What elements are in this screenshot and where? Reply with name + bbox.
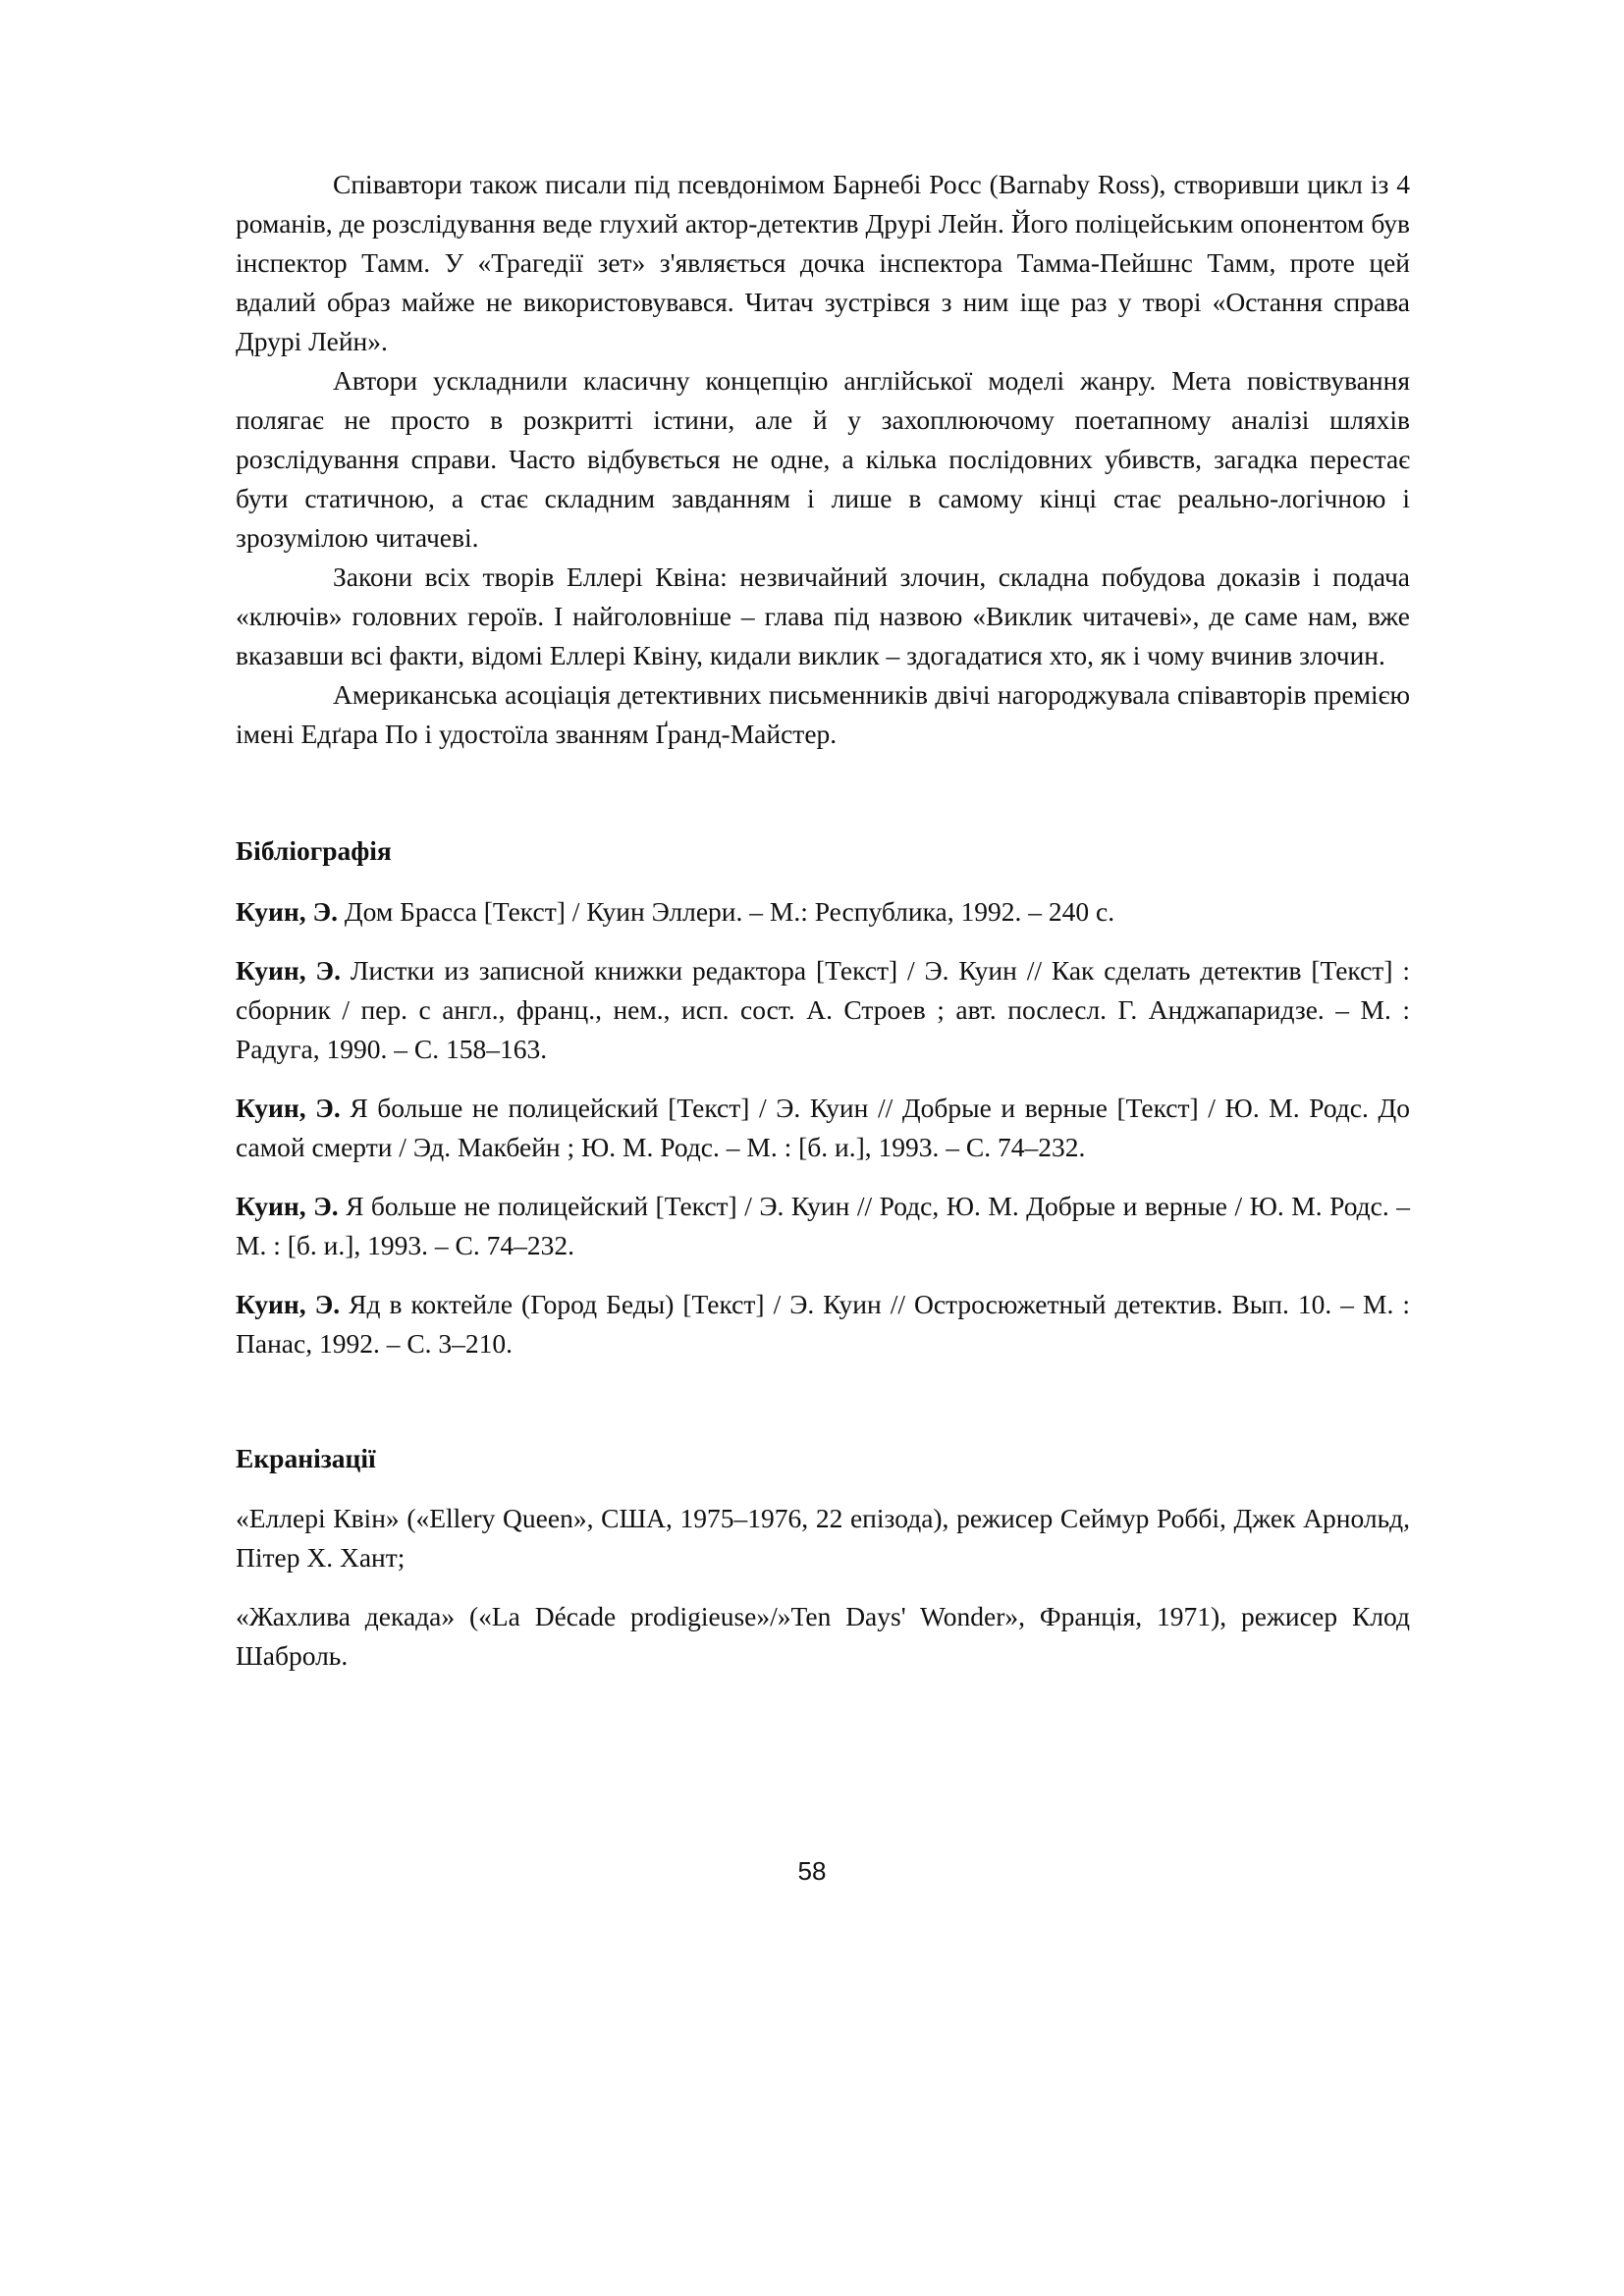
entry-text: Дом Брасса [Текст] / Куин Эллери. – М.: Республика, 1992. – 240 с.	[337, 896, 1115, 927]
adaptation-entry: «Еллері Квін» («Ellery Queen», США, 1975–1976, 22 епізода), режисер Сеймур Роббі, Джек Арнольд, Пітер Х. Хант;	[236, 1503, 1410, 1573]
body-paragraph: Співавтори також писали під псевдонімом Барнебі Росс (Barnaby Ross), створивши цикл із 4 романів, де розслідування веде глухий актор-детектив Друрі Лейн. Його поліцейським опонентом був інспектор Тамм. У «Трагедії зет» з'являється дочка інспектора Тамма-Пейшнс Тамм, проте цей вдалий образ майже не використовувався. Читач зустрівся з ним іще раз у творі «Остання справа Друрі Лейн».	[236, 169, 1410, 356]
bibliography-entry	[236, 1285, 1410, 1363]
entry-text: Я больше не полицейский [Текст] / Э. Куин // Родс, Ю. М. Добрые и верные / Ю. М. Родс. – М. : [б. и.], 1993. – С. 74–232.	[236, 1191, 1410, 1260]
page-content	[236, 165, 1410, 1676]
bibliography-entry	[236, 1187, 1410, 1265]
bibliography-entry	[236, 951, 1410, 1069]
entry-author: Куин, Э.	[236, 1289, 341, 1319]
page-number: 58	[797, 1856, 827, 1886]
entry-text: Яд в коктейле (Город Беды) [Текст] / Э. Куин // Остросюжетный детектив. Вып. 10. – М. : Панас, 1992. – С. 3–210.	[236, 1289, 1410, 1359]
entry-text: Я больше не полицейский [Текст] / Э. Куин // Добрые и верные [Текст] / Ю. М. Родс. До самой смерти / Эд. Макбейн ; Ю. М. Родс. – М. : [б. и.], 1993. – С. 74–232.	[236, 1093, 1410, 1162]
entry-author: Куин, Э.	[236, 896, 338, 927]
entry-author: Куин, Э.	[236, 1093, 341, 1123]
bibliography-heading: Бібліографія	[236, 835, 392, 866]
body-paragraph: Автори ускладнили класичну концепцію англійської моделі жанру. Мета повіствування полягає не просто в розкритті істини, але й у захоплюючому поетапному аналізі шляхів розслідування справи. Часто відбувється не одне, а кілька послідовних убивств, загадка перестає бути статичною, а стає складним завданням і лише в самому кінці стає реально-логічною і зрозумілою читачеві.	[236, 365, 1410, 553]
bibliography-entry	[236, 892, 1410, 932]
bibliography-entry	[236, 1089, 1410, 1167]
body-paragraph: Закони всіх творів Еллері Квіна: незвичайний злочин, складна побудова доказів і подача «ключів» головних героїв. І найголовніше – глава під назвою «Виклик читачеві», де саме нам, вже вказавши всі факти, відомі Еллері Квіну, кидали виклик – здогадатися хто, як і чому вчинив злочин.	[236, 561, 1410, 670]
body-paragraph: Американська асоціація детективних письменників двічі нагороджувала співавторів премією імені Едґара По і удостоїла званням Ґранд-Майстер.	[236, 679, 1410, 749]
adaptation-entry: «Жахлива декада» («La Décade prodigieuse»/»Ten Days' Wonder», Франція, 1971), режисер Клод Шаброль.	[236, 1601, 1410, 1671]
entry-author: Куин, Э.	[236, 1191, 339, 1221]
adaptations-list	[236, 1499, 1410, 1676]
body-text	[236, 165, 1410, 754]
entry-author: Куин, Э.	[236, 955, 341, 986]
bibliography-list	[236, 892, 1410, 1363]
entry-text: Листки из записной книжки редактора [Текст] / Э. Куин // Как сделать детектив [Текст] : сборник / пер. с англ., франц., нем., исп. сост. А. Строев ; авт. послесл. Г. Анджапаридзе. – М. : Радуга, 1990. – С. 158–163.	[236, 955, 1410, 1064]
adaptations-heading: Екранізації	[236, 1443, 376, 1473]
